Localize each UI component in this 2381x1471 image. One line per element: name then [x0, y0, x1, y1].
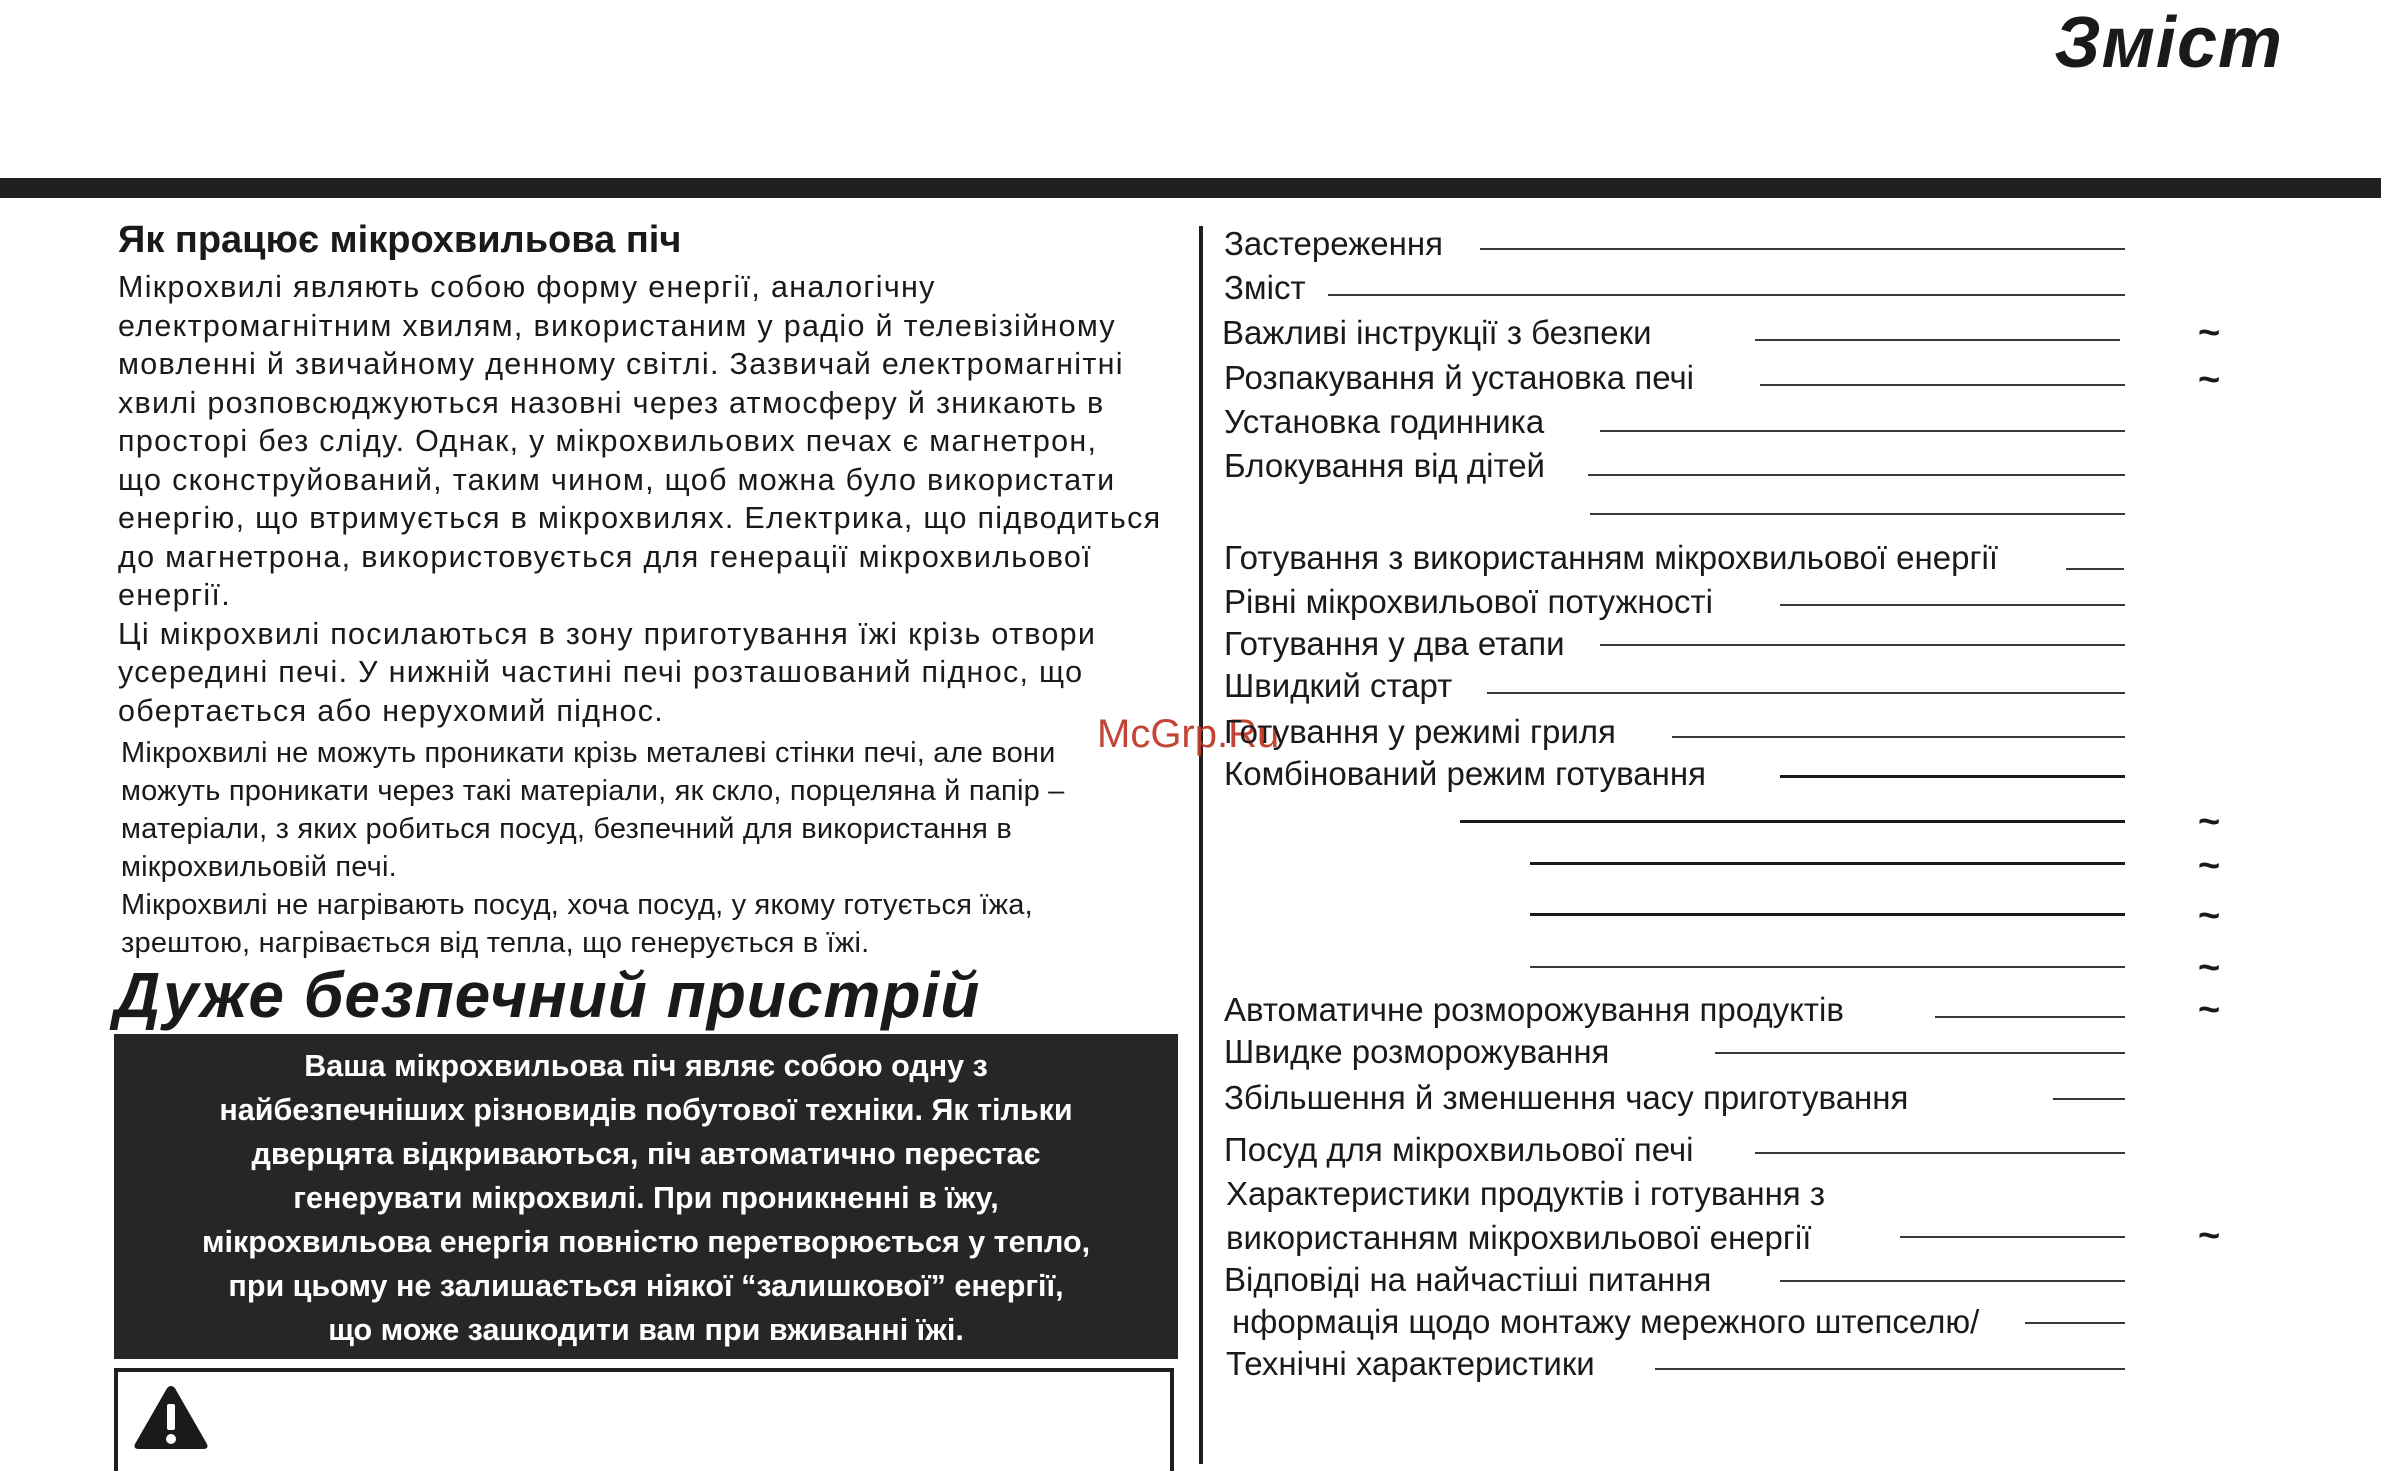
- toc-label: Швидке розморожування: [1224, 1033, 1610, 1070]
- toc-entry[interactable]: [0, 313, 2381, 363]
- watermark: McGrp.Ru: [1097, 712, 1280, 756]
- page-range-tilde: ~: [2198, 312, 2221, 354]
- toc-label: Збільшення й зменшення часу приготування: [1224, 1079, 1909, 1116]
- page-range-tilde: ~: [2198, 947, 2221, 989]
- toc-leader-line: [1672, 736, 2125, 738]
- toc-entry[interactable]: [0, 666, 2381, 716]
- toc-leader-line: [1530, 913, 2125, 916]
- toc-leader-line: [1755, 339, 2120, 341]
- toc-label: Автоматичне розморожування продуктів: [1224, 991, 1844, 1028]
- toc-leader-line: [1780, 1280, 2125, 1282]
- toc-leader-line: [1487, 692, 2125, 694]
- toc-entry[interactable]: [0, 538, 2381, 588]
- toc-entry[interactable]: [0, 402, 2381, 452]
- metal-paragraph: Мікрохвилі не можуть проникати крізь металеві стінки печі, але вони можуть проникати через такі матеріали, як скло, порцеляна й папір – матеріали, з яких робиться посуд, безпечний для використання в мікрохвильовій печі. Мікрохвилі не нагрівають посуд, хоча посуд, у якому готується їжа, зрештою, нагрівається від тепла, що генерується в їжі.: [121, 737, 1065, 959]
- toc-label: Блокування від дітей: [1224, 447, 1545, 484]
- toc-leader-line: [2053, 1098, 2125, 1100]
- page-range-tilde: ~: [2198, 801, 2221, 843]
- toc-entry[interactable]: [0, 492, 2381, 542]
- toc-label: Рівні мікрохвильової потужності: [1224, 583, 1713, 620]
- toc-label: Технічні характеристики: [1226, 1345, 1595, 1382]
- toc-entry[interactable]: [0, 1172, 2381, 1257]
- toc-label: Розпакування й установка печі: [1224, 359, 1694, 396]
- toc-label: Установка годинника: [1224, 403, 1545, 440]
- toc-label: Готування у режимі гриля: [1224, 713, 1616, 750]
- page-range-tilde: ~: [2198, 845, 2221, 887]
- page-range-tilde: ~: [2198, 895, 2221, 937]
- toc-entry[interactable]: [0, 268, 2381, 318]
- page-range-tilde: ~: [2198, 989, 2221, 1031]
- toc-leader-line: [2025, 1322, 2125, 1324]
- toc-label: Швидкий старт: [1224, 667, 1453, 704]
- toc-leader-line: [1328, 294, 2125, 296]
- safe-info-text: Ваша мікрохвильова піч являє собою одну з найбезпечніших різновидів побутової техніки. Як тільки дверцята відкриваються, піч автоматично перестає генерувати мікрохвилі. При проникненні в їжу, мікрохвильова енергія повністю перетворюється у тепло, при цьому не залишається ніякої “залишкової” енергії, що може зашкодити вам при вживанні їжі.: [201, 1049, 1091, 1347]
- toc-label: Відповіді на найчастіші питання: [1224, 1261, 1712, 1298]
- page-range-tilde: ~: [2198, 1215, 2221, 1257]
- toc-leader-line: [1780, 604, 2125, 606]
- toc-label: Зміст: [1224, 269, 1306, 306]
- page-title: Зміст: [2054, 3, 2283, 83]
- toc-leader-line: [1530, 862, 2125, 865]
- toc-entry[interactable]: [0, 1344, 2381, 1394]
- toc-leader-line: [1755, 1152, 2125, 1154]
- toc-entry[interactable]: [0, 1032, 2381, 1082]
- toc-leader-line: [1588, 474, 2125, 476]
- toc-leader-line: [1460, 820, 2125, 823]
- toc-entry[interactable]: [0, 802, 2381, 852]
- toc-leader-line: [1600, 644, 2125, 646]
- toc-leader-line: [1530, 966, 2125, 968]
- intro-paragraph: Мікрохвилі являють собою форму енергії, аналогічну електромагнітним хвилям, використаним у радіо й телевізійному мовленні й звичайному денному світлі. Зазвичай електромагнітні хвилі розповсюджуються назовні через атмосферу й зникають в просторі без сліду. Однак, у мікрохвильових печах є магнетрон, що сконструйований, таким чином, щоб можна було використати енергію, що втримується в мікрохвилях. Електрика, що підводиться до магнетрона, використовується для генерації мікрохвильової енергії. Ці мікрохвилі посилаються в зону приготування їжі крізь отвори усередині печі. У нижній частині печі розташований піднос, що обертається або нерухомий піднос.: [118, 270, 1162, 728]
- page-range-tilde: ~: [2198, 359, 2221, 401]
- toc-entry[interactable]: [0, 224, 2381, 274]
- toc-entry[interactable]: [0, 754, 2381, 804]
- toc-leader-line: [1590, 513, 2125, 515]
- toc-entry[interactable]: [0, 896, 2381, 946]
- top-rule: [0, 178, 2381, 198]
- toc-leader-line: [1780, 775, 2125, 778]
- toc-label: Готування у два етапи: [1224, 625, 1565, 662]
- toc-entry[interactable]: [0, 1078, 2381, 1128]
- toc-leader-line: [1600, 430, 2125, 432]
- toc-entry[interactable]: [0, 358, 2381, 408]
- toc-label: Застереження: [1224, 225, 1443, 262]
- toc-leader-line: [1715, 1052, 2125, 1054]
- safe-device-heading: Дуже безпечний пристрій: [114, 959, 981, 1031]
- toc-label: Важливі інструкції з безпеки: [1222, 314, 1652, 351]
- toc-leader-line: [1655, 1368, 2125, 1370]
- toc-label: Готування з використанням мікрохвильової енергії: [1224, 539, 1998, 576]
- toc-label: Комбінований режим готування: [1224, 755, 1706, 792]
- toc-entry[interactable]: [0, 446, 2381, 496]
- toc-entry[interactable]: [0, 846, 2381, 896]
- toc-leader-line: [2066, 568, 2124, 570]
- toc-label: нформація щодо монтажу мережного штепселю/: [1232, 1303, 1980, 1340]
- toc-leader-line: [1480, 248, 2125, 250]
- section-heading-how-it-works: Як працює мікрохвильова піч: [118, 219, 682, 261]
- toc-leader-line: [1760, 384, 2125, 386]
- toc-label: Посуд для мікрохвильової печі: [1224, 1131, 1694, 1168]
- toc-label: Характеристики продуктів і готування з використанням мікрохвильової енергії: [1226, 1175, 1825, 1256]
- toc-leader-line: [1900, 1236, 2125, 1238]
- toc-leader-line: [1935, 1016, 2125, 1018]
